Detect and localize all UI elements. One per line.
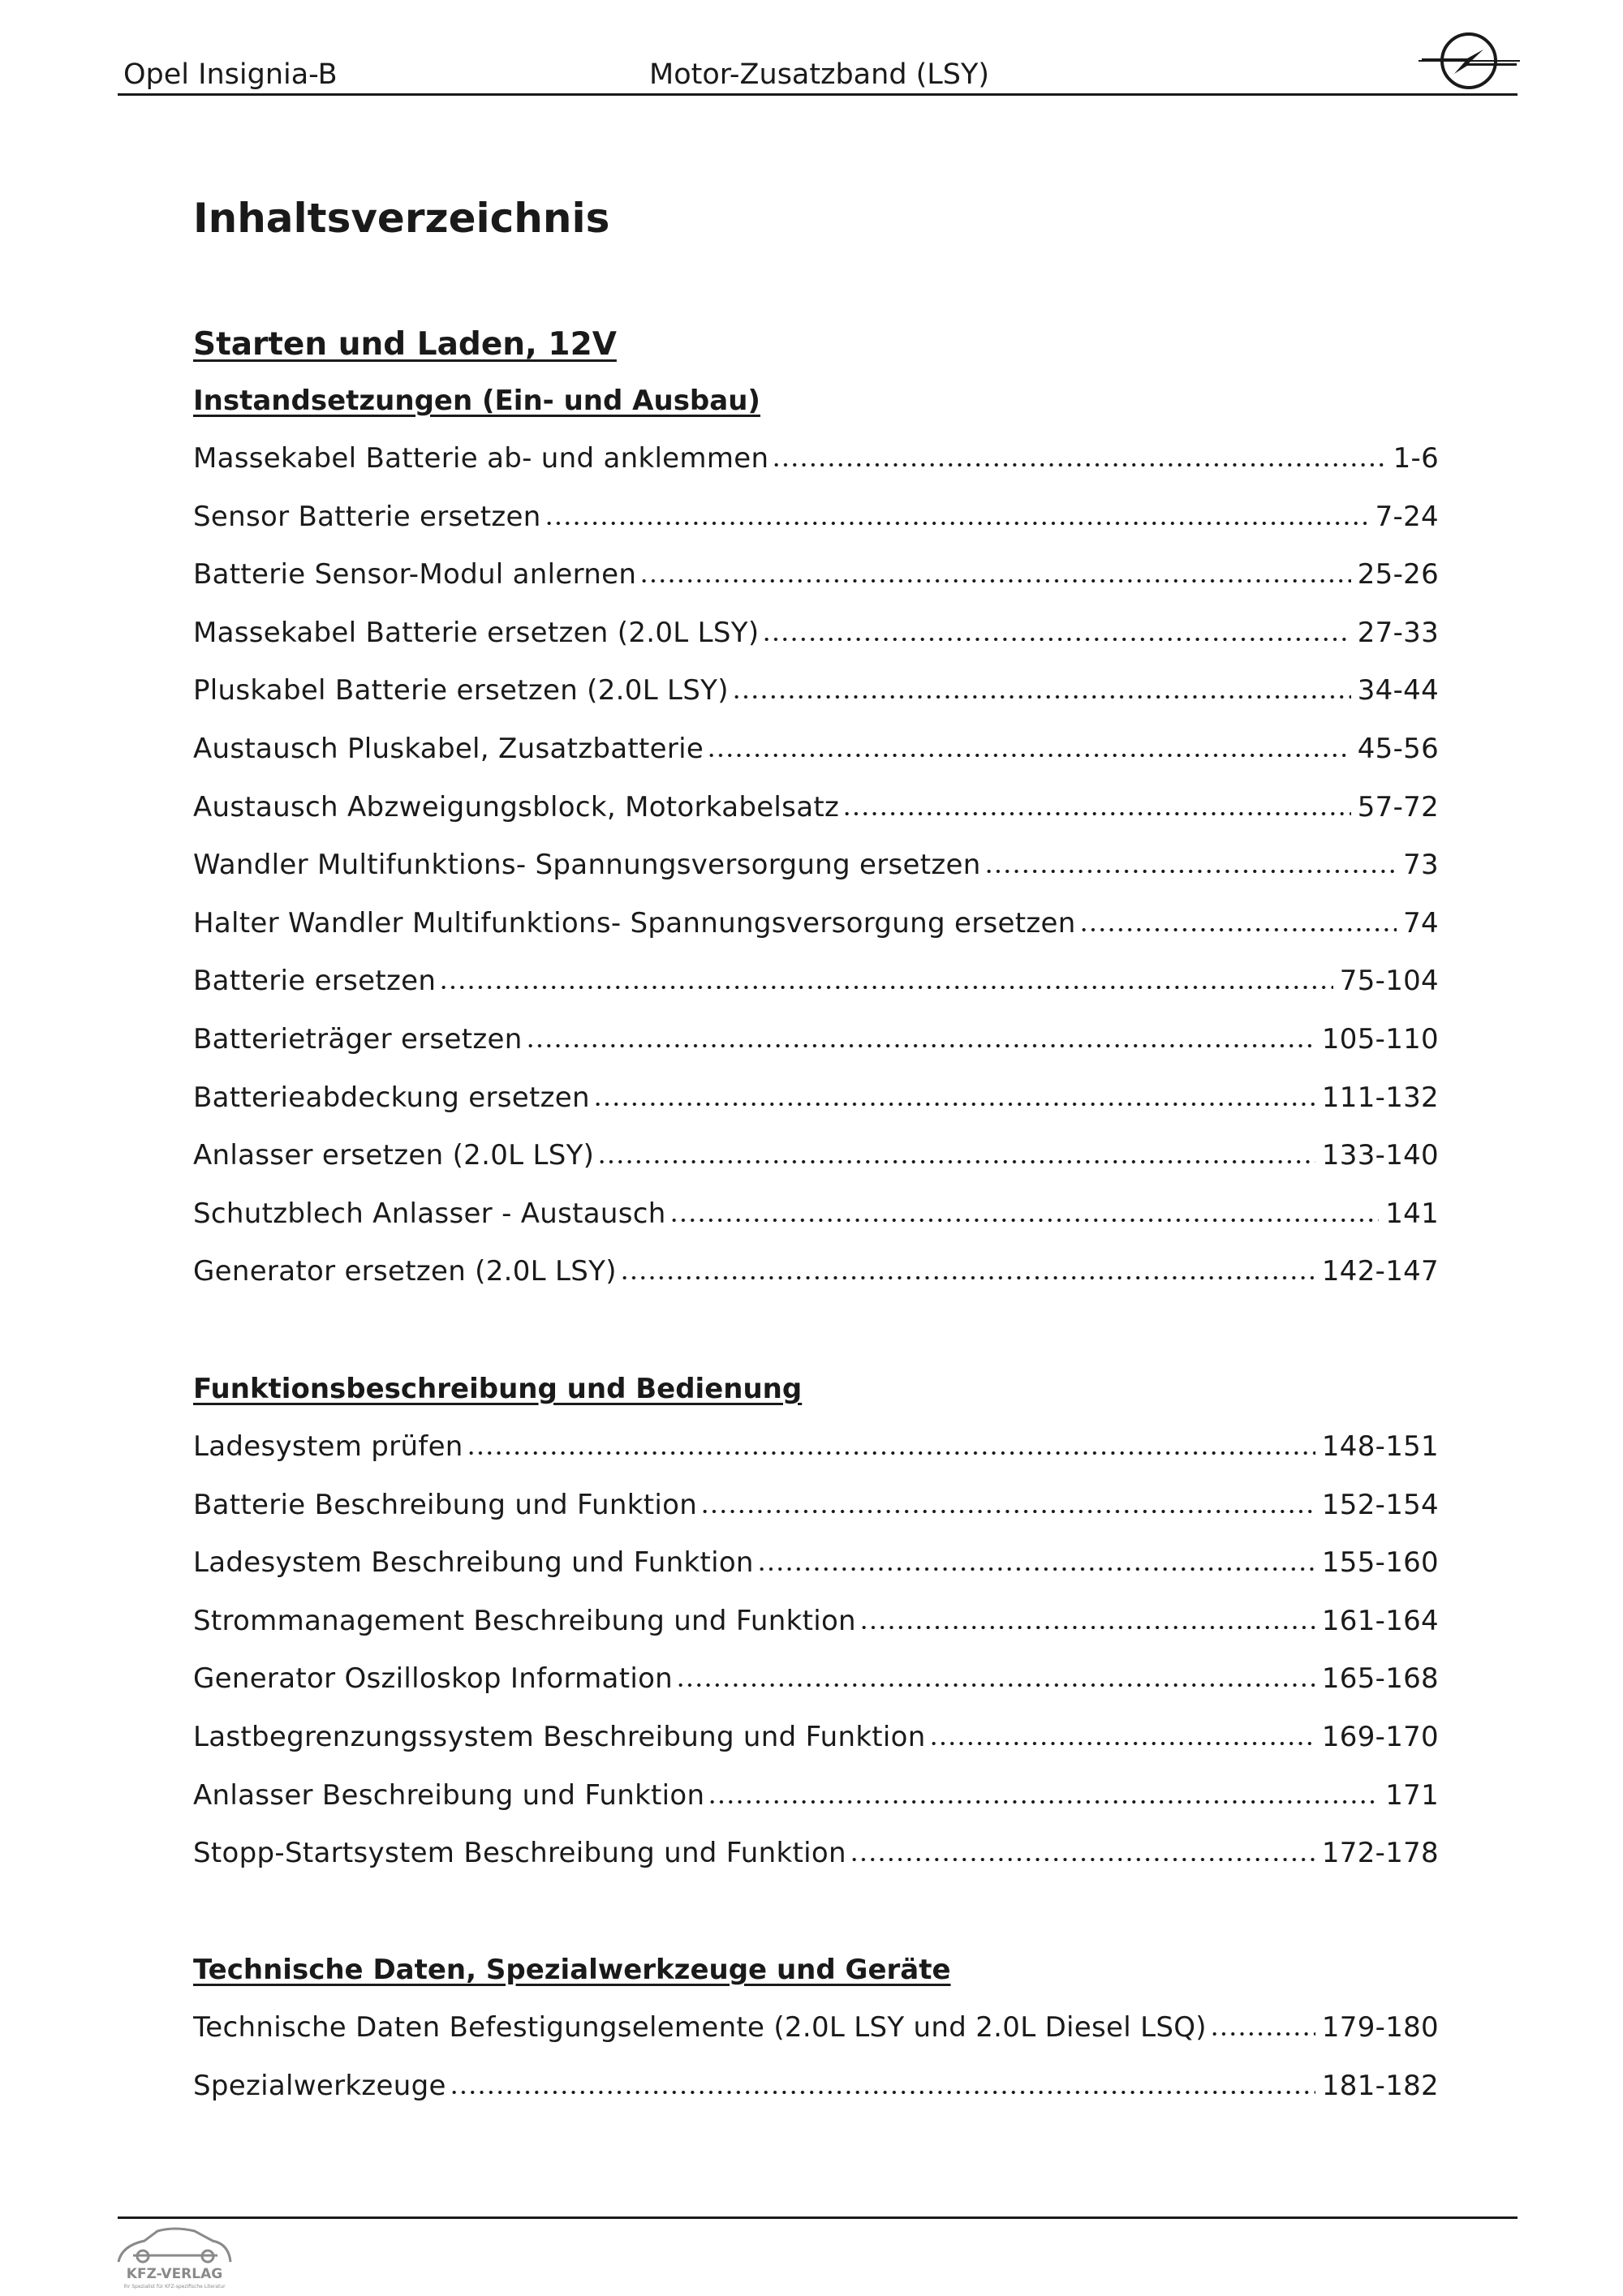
toc-entry-label: Ladesystem Beschreibung und Funktion [193, 1546, 754, 1580]
toc-entry-pages: 34-44 [1357, 674, 1439, 707]
toc-dot-leader [700, 1509, 1315, 1514]
toc-entry-label: Spezialwerkzeuge [193, 2069, 446, 2102]
toc-entry[interactable] [193, 2011, 1439, 2049]
toc-entry-pages: 169-170 [1321, 1721, 1439, 1753]
toc-dot-leader [676, 1683, 1315, 1688]
toc-entry[interactable] [193, 501, 1439, 538]
toc-entry-pages: 152-154 [1321, 1488, 1439, 1521]
toc-dot-leader [526, 1043, 1315, 1048]
toc-entry-pages: 111-132 [1321, 1081, 1439, 1114]
toc-dot-leader [593, 1102, 1315, 1107]
toc-entry[interactable] [193, 849, 1439, 886]
toc-dot-leader [1079, 927, 1397, 932]
toc-entry-label: Massekabel Batterie ab- und anklemmen [193, 442, 769, 475]
toc-entry-pages: 133-140 [1321, 1139, 1439, 1172]
toc-dot-leader [439, 985, 1333, 990]
toc-entry[interactable] [193, 1837, 1439, 1874]
toc-dot-leader [707, 753, 1351, 758]
toc-entry[interactable] [193, 1779, 1439, 1817]
toc-dot-leader [450, 2090, 1315, 2095]
toc-entry-pages: 27-33 [1357, 616, 1439, 649]
toc-dot-leader [984, 869, 1397, 874]
header-document-title: Motor-Zusatzband (LSY) [649, 58, 990, 91]
toc-entry-pages: 105-110 [1321, 1023, 1439, 1056]
toc-dot-leader [708, 1799, 1379, 1804]
toc-entry[interactable] [193, 1139, 1439, 1176]
section-title: Starten und Laden, 12V [193, 326, 617, 363]
toc-entry[interactable] [193, 1546, 1439, 1584]
toc-entry[interactable] [193, 733, 1439, 770]
toc-dot-leader [757, 1567, 1315, 1572]
toc-entry-label: Massekabel Batterie ersetzen (2.0L LSY) [193, 616, 760, 649]
toc-entry-pages: 1-6 [1393, 442, 1439, 475]
toc-entry-label: Batterieträger ersetzen [193, 1023, 523, 1056]
toc-entry-label: Batterie Beschreibung und Funktion [193, 1488, 698, 1521]
toc-entry-label: Strommanagement Beschreibung und Funktion [193, 1604, 856, 1637]
toc-entry-label: Technische Daten Befestigungselemente (2.0L LSY und 2.0L Diesel LSQ) [193, 2011, 1207, 2044]
toc-entry-label: Anlasser ersetzen (2.0L LSY) [193, 1139, 595, 1172]
toc-entry[interactable] [193, 1489, 1439, 1526]
toc-entry-label: Austausch Pluskabel, Zusatzbatterie [193, 733, 704, 765]
subsection-title: Funktionsbeschreibung und Bedienung [193, 1373, 803, 1405]
toc-entry-pages: 181-182 [1321, 2069, 1439, 2102]
toc-entry[interactable] [193, 442, 1439, 479]
toc-entry-pages: 141 [1385, 1197, 1439, 1230]
toc-entry-label: Sensor Batterie ersetzen [193, 500, 541, 533]
toc-entry[interactable] [193, 1430, 1439, 1468]
footer-rule [118, 2216, 1518, 2219]
toc-dot-leader [639, 578, 1351, 583]
toc-entry-pages: 74 [1403, 906, 1439, 939]
toc-entry[interactable] [193, 1197, 1439, 1235]
toc-entry-pages: 45-56 [1357, 733, 1439, 765]
opel-logo-icon [1419, 28, 1520, 93]
toc-dot-leader [842, 811, 1351, 816]
toc-entry-pages: 155-160 [1321, 1546, 1439, 1580]
toc-entry-pages: 25-26 [1357, 558, 1439, 591]
toc-entry-pages: 171 [1385, 1778, 1439, 1812]
footer-logo-tagline: Ihr Spezialist für KFZ-spezifische Literatur [123, 2284, 226, 2290]
toc-entry-label: Lastbegrenzungssystem Beschreibung und Funktion [193, 1721, 926, 1753]
toc-entry-pages: 142-147 [1321, 1255, 1439, 1288]
toc-entry-label: Batterieabdeckung ersetzen [193, 1081, 590, 1114]
header-rule [118, 93, 1518, 96]
toc-dot-leader [859, 1625, 1315, 1630]
kfz-verlag-logo-icon [114, 2223, 235, 2292]
toc-dot-leader [597, 1159, 1315, 1164]
toc-entry[interactable] [193, 1605, 1439, 1642]
toc-entry-label: Ladesystem prüfen [193, 1430, 463, 1463]
toc-entry-label: Halter Wandler Multifunktions- Spannungsversorgung ersetzen [193, 906, 1076, 939]
toc-entry-pages: 165-168 [1321, 1662, 1439, 1696]
toc-entry-pages: 75-104 [1339, 965, 1439, 998]
toc-entry-label: Generator Oszilloskop Information [193, 1662, 674, 1696]
toc-entry-pages: 73 [1403, 849, 1439, 882]
toc-entry-label: Batterie ersetzen [193, 965, 437, 998]
toc-entry[interactable] [193, 674, 1439, 712]
toc-entry[interactable] [193, 617, 1439, 654]
toc-dot-leader [929, 1741, 1315, 1746]
toc-entry-label: Anlasser Beschreibung und Funktion [193, 1778, 705, 1812]
toc-dot-leader [850, 1857, 1315, 1862]
toc-dot-leader [1210, 2032, 1315, 2036]
toc-dot-leader [467, 1451, 1315, 1455]
toc-dot-leader [762, 637, 1350, 642]
toc-entry[interactable] [193, 1721, 1439, 1758]
toc-entry-pages: 148-151 [1321, 1430, 1439, 1463]
toc-entry[interactable] [193, 791, 1439, 828]
subsection-title: Technische Daten, Spezialwerkzeuge und Geräte [193, 1954, 951, 1986]
footer-logo-text: KFZ-VERLAG [126, 2266, 223, 2282]
toc-entry-pages: 7-24 [1375, 500, 1439, 533]
toc-entry[interactable] [193, 1255, 1439, 1292]
toc-entry-label: Wandler Multifunktions- Spannungsversorgung ersetzen [193, 849, 981, 882]
toc-entry[interactable] [193, 965, 1439, 1002]
toc-entry-label: Schutzblech Anlasser - Austausch [193, 1197, 666, 1230]
page-header [118, 55, 1518, 96]
toc-entry-label: Austausch Abzweigungsblock, Motorkabelsatz [193, 790, 840, 823]
toc-entry-pages: 161-164 [1321, 1604, 1439, 1637]
toc-entry[interactable] [193, 1662, 1439, 1700]
toc-entry-pages: 57-72 [1357, 790, 1439, 823]
toc-dot-leader [620, 1275, 1315, 1280]
subsection-title: Instandsetzungen (Ein- und Ausbau) [193, 385, 760, 417]
toc-dot-leader [669, 1218, 1380, 1223]
toc-title: Inhaltsverzeichnis [193, 195, 610, 242]
toc-entry[interactable] [193, 558, 1439, 595]
toc-entry[interactable] [193, 907, 1439, 944]
toc-entry-pages: 172-178 [1321, 1837, 1439, 1870]
toc-entry[interactable] [193, 1081, 1439, 1119]
toc-entry-label: Batterie Sensor-Modul anlernen [193, 558, 637, 591]
header-vehicle-model: Opel Insignia-B [123, 58, 338, 91]
toc-dot-leader [545, 521, 1369, 526]
toc-entry[interactable] [193, 2070, 1439, 2107]
toc-entry-label: Stopp-Startsystem Beschreibung und Funktion [193, 1837, 846, 1870]
toc-entry[interactable] [193, 1023, 1439, 1060]
toc-dot-leader [772, 462, 1386, 467]
toc-entry-label: Pluskabel Batterie ersetzen (2.0L LSY) [193, 674, 729, 707]
toc-entry-label: Generator ersetzen (2.0L LSY) [193, 1255, 617, 1288]
toc-entry-pages: 179-180 [1321, 2011, 1439, 2044]
toc-dot-leader [732, 694, 1351, 699]
